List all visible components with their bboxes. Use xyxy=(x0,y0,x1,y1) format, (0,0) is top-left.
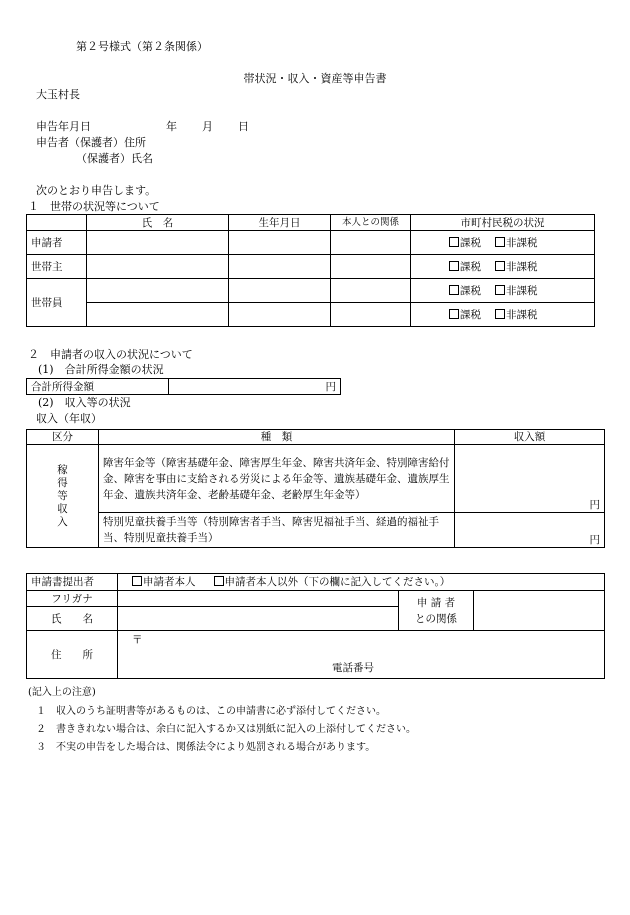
income-label: 収入（年収） xyxy=(36,412,102,425)
note-item-2: ２ 書ききれない場合は、余白に記入するか又は別紙に記入の上添付してください。 xyxy=(36,724,416,735)
tax-cell xyxy=(411,231,595,255)
nontaxed-label: 非課税 xyxy=(506,308,538,321)
submitter-options xyxy=(118,574,605,591)
yen-unit: 円 xyxy=(325,380,336,393)
category-label: 稼得等収入 xyxy=(57,463,68,528)
other-label: 申請者本人以外（下の欄に記入してください。） xyxy=(224,576,451,588)
phone-label: 電話番号 xyxy=(332,662,374,674)
member1-relation-field[interactable] xyxy=(331,279,411,303)
taxed-label: 課税 xyxy=(460,308,481,321)
pension-amount-field[interactable] xyxy=(455,445,605,513)
nontaxed-checkbox[interactable] xyxy=(495,261,505,271)
householder-name-field[interactable] xyxy=(87,255,229,279)
header-category: 区分 xyxy=(27,430,99,445)
pension-type: 障害年金等（障害基礎年金、障害厚生年金、障害共済年金、特別障害給付金、障害を事由に支給される労災による年金等、遺族基礎年金、遺族厚生年金、遺族共済年金、老齢基礎年金、老齢厚生年金等） xyxy=(99,445,455,513)
member2-relation-field[interactable] xyxy=(331,303,411,327)
header-tax-status: 市町村民税の状況 xyxy=(411,215,595,231)
row-label-member: 世帯員 xyxy=(27,279,87,327)
taxed-label: 課税 xyxy=(460,236,481,249)
header-relation: 本人との関係 xyxy=(331,215,411,231)
nontaxed-checkbox[interactable] xyxy=(495,309,505,319)
applicant-relation-field[interactable] xyxy=(331,231,411,255)
form-title: 帯状況・収入・資産等申告書 xyxy=(243,72,387,85)
relation-field[interactable] xyxy=(474,591,605,631)
member1-birthdate-field[interactable] xyxy=(229,279,331,303)
other-checkbox[interactable] xyxy=(214,576,224,586)
note-item-1: １ 収入のうち証明書等があるものは、この申請書に必ず添付してください。 xyxy=(36,706,386,717)
tax-cell xyxy=(411,303,595,327)
taxed-label: 課税 xyxy=(460,260,481,273)
note-item-3: ３ 不実の申告をした場合は、関係法令により処罰される場合があります。 xyxy=(36,742,376,753)
header-amount: 収入額 xyxy=(455,430,605,445)
table-row xyxy=(27,231,595,255)
income-table xyxy=(26,429,605,548)
table-row xyxy=(27,513,605,548)
row-label-applicant: 申請者 xyxy=(27,231,87,255)
submitter-table xyxy=(26,573,605,679)
addressee: 大玉村長 xyxy=(36,88,80,101)
tax-cell xyxy=(411,255,595,279)
nontaxed-label: 非課税 xyxy=(506,236,538,249)
section2-sub1: (1) 合計所得金額の状況 xyxy=(38,363,164,376)
self-checkbox[interactable] xyxy=(132,576,142,586)
household-table xyxy=(26,214,595,327)
nontaxed-label: 非課税 xyxy=(506,284,538,297)
allowance-type: 特別児童扶養手当等（特別障害者手当、障害児福祉手当、経過的福祉手当、特別児童扶養手当） xyxy=(99,513,455,548)
applicant-name-field[interactable] xyxy=(87,231,229,255)
header-birthdate: 生年月日 xyxy=(229,215,331,231)
taxed-checkbox[interactable] xyxy=(449,237,459,247)
table-row xyxy=(27,279,595,303)
furigana-field[interactable] xyxy=(118,591,399,607)
applicant-address-label: 申告者（保護者）住所 xyxy=(36,136,146,149)
address-field[interactable] xyxy=(118,631,605,679)
row-label-householder: 世帯主 xyxy=(27,255,87,279)
address-label: 住 所 xyxy=(27,631,118,679)
form-number: 第２号様式（第２条関係） xyxy=(76,40,208,53)
total-income-label: 合計所得金額 xyxy=(27,379,169,395)
name-field[interactable] xyxy=(118,607,399,631)
nontaxed-checkbox[interactable] xyxy=(495,285,505,295)
yen-unit: 円 xyxy=(589,499,600,511)
table-row xyxy=(27,255,595,279)
yen-unit: 円 xyxy=(589,534,600,546)
table-row xyxy=(27,303,595,327)
category-earned-income xyxy=(27,445,99,548)
member2-birthdate-field[interactable] xyxy=(229,303,331,327)
header-type: 種 類 xyxy=(99,430,455,445)
total-income-field[interactable] xyxy=(169,379,341,395)
nontaxed-checkbox[interactable] xyxy=(495,237,505,247)
date-year: 年 xyxy=(166,120,177,133)
member1-name-field[interactable] xyxy=(87,279,229,303)
household-header-blank xyxy=(27,215,87,231)
applicant-birthdate-field[interactable] xyxy=(229,231,331,255)
member2-name-field[interactable] xyxy=(87,303,229,327)
date-day: 日 xyxy=(238,120,249,133)
relation-label: 申 請 者 との関係 xyxy=(399,591,474,631)
section2-sub2: (2) 収入等の状況 xyxy=(38,396,131,409)
applicant-name-label: （保護者）氏名 xyxy=(76,152,153,165)
taxed-checkbox[interactable] xyxy=(449,261,459,271)
submitter-label: 申請書提出者 xyxy=(27,574,118,591)
tax-cell xyxy=(411,279,595,303)
postal-mark: 〒 xyxy=(132,634,143,646)
self-label: 申請者本人 xyxy=(143,576,196,588)
header-name: 氏 名 xyxy=(87,215,229,231)
section2-title: ２ 申請者の収入の状況について xyxy=(28,348,193,361)
date-label: 申告年月日 xyxy=(36,120,91,133)
name-label: 氏 名 xyxy=(27,607,118,631)
table-row xyxy=(27,445,605,513)
intro-text: 次のとおり申告します。 xyxy=(36,184,157,197)
nontaxed-label: 非課税 xyxy=(506,260,538,273)
furigana-label: フリガナ xyxy=(27,591,118,607)
allowance-amount-field[interactable] xyxy=(455,513,605,548)
householder-relation-field[interactable] xyxy=(331,255,411,279)
total-income-table xyxy=(26,378,341,395)
notes-title: (記入上の注意) xyxy=(28,687,96,698)
date-month: 月 xyxy=(202,120,213,133)
section1-title: １ 世帯の状況等について xyxy=(28,200,160,213)
taxed-checkbox[interactable] xyxy=(449,285,459,295)
taxed-label: 課税 xyxy=(460,284,481,297)
householder-birthdate-field[interactable] xyxy=(229,255,331,279)
taxed-checkbox[interactable] xyxy=(449,309,459,319)
